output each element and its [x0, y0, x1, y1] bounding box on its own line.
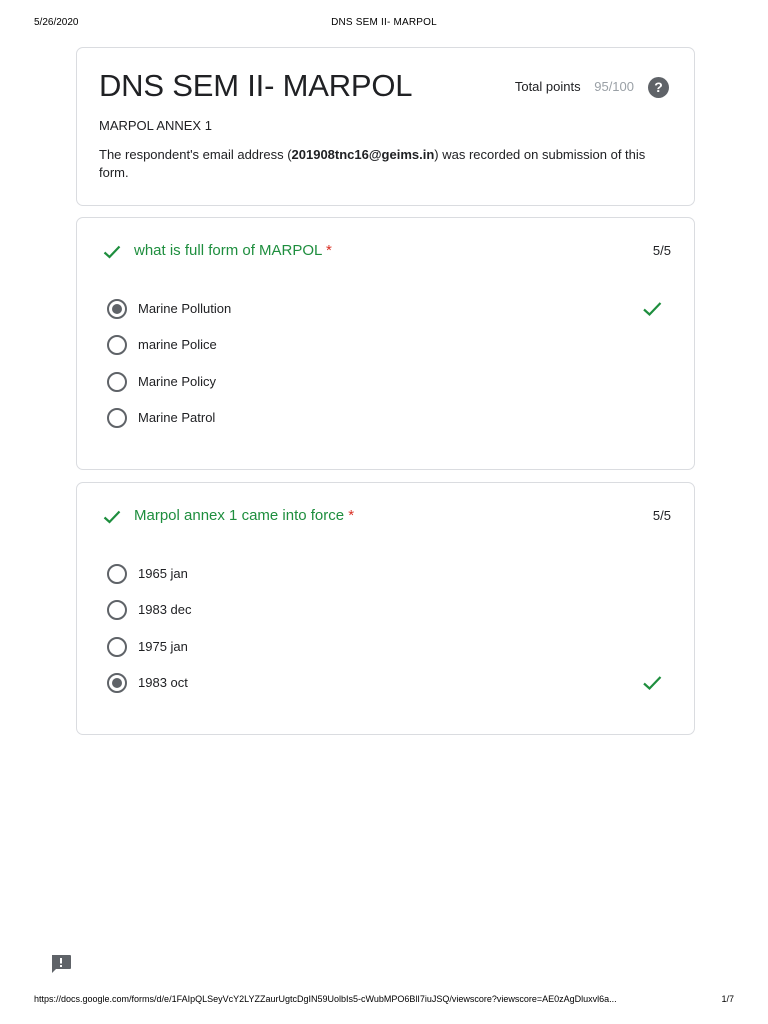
- feedback-icon[interactable]: [50, 954, 72, 974]
- question-card: [76, 482, 695, 735]
- radio-option[interactable]: [107, 598, 667, 622]
- radio-button-checked[interactable]: [107, 673, 127, 693]
- check-icon: [103, 510, 121, 524]
- radio-option[interactable]: [107, 333, 667, 357]
- question-text: Marpol annex 1 came into force: [134, 507, 345, 524]
- radio-button[interactable]: [107, 637, 127, 657]
- radio-button[interactable]: [107, 564, 127, 584]
- radio-option[interactable]: [107, 562, 667, 586]
- radio-option[interactable]: [107, 635, 667, 659]
- print-url: https://docs.google.com/forms/d/e/1FAIpQLSeyVcY2LYZZaurUgtcDgIN59UolbIs5-cWubMPO6BlI7iuJSQ/viewscore?viewscore=AE0zAgDluxvl6a...: [34, 994, 617, 1004]
- total-points: [515, 79, 634, 94]
- option-label: 1983 dec: [138, 602, 192, 617]
- radio-button[interactable]: [107, 408, 127, 428]
- check-icon: [103, 245, 121, 259]
- email-note: [99, 146, 669, 182]
- email-note-suffix: ) was recorded on submission of this form.: [99, 147, 646, 180]
- print-footer: [0, 994, 768, 1008]
- option-label: 1975 jan: [138, 639, 188, 654]
- form-header-card: [76, 47, 695, 206]
- question-score: 5/5: [652, 243, 671, 258]
- correct-check-icon: [642, 301, 662, 317]
- form-description: MARPOL ANNEX 1: [99, 118, 212, 133]
- option-label: 1983 oct: [138, 675, 188, 690]
- radio-button-checked[interactable]: [107, 299, 127, 319]
- radio-option[interactable]: [107, 297, 667, 321]
- required-mark: *: [326, 242, 332, 259]
- respondent-email: 201908tnc16@geims.in: [291, 147, 435, 162]
- correct-check-icon: [642, 675, 662, 691]
- option-label: Marine Pollution: [138, 301, 232, 316]
- question-score: 5/5: [652, 508, 671, 523]
- option-label: Marine Policy: [138, 374, 217, 389]
- total-points-label: Total points: [514, 79, 581, 94]
- option-label: Marine Patrol: [138, 410, 216, 425]
- radio-option[interactable]: [107, 370, 667, 394]
- radio-button[interactable]: [107, 600, 127, 620]
- print-page-number: 1/7: [721, 994, 734, 1004]
- question-title: [134, 242, 332, 259]
- question-title: [134, 507, 354, 524]
- radio-option[interactable]: [107, 406, 667, 430]
- print-title: DNS SEM II- MARPOL: [331, 17, 437, 28]
- total-points-value: 95/100: [594, 79, 634, 94]
- option-label: marine Police: [138, 337, 217, 352]
- form-title: DNS SEM II- MARPOL: [99, 68, 413, 103]
- radio-button[interactable]: [107, 335, 127, 355]
- required-mark: *: [348, 507, 355, 524]
- question-card: [76, 217, 695, 470]
- radio-option[interactable]: [107, 671, 667, 695]
- radio-button[interactable]: [107, 372, 127, 392]
- print-date: 5/26/2020: [34, 17, 79, 28]
- option-label: 1965 jan: [138, 566, 188, 581]
- question-mark-icon[interactable]: ?: [648, 77, 669, 98]
- email-note-prefix: The respondent's email address (: [99, 147, 292, 162]
- print-header: [0, 17, 768, 31]
- question-text: what is full form of MARPOL: [134, 242, 322, 259]
